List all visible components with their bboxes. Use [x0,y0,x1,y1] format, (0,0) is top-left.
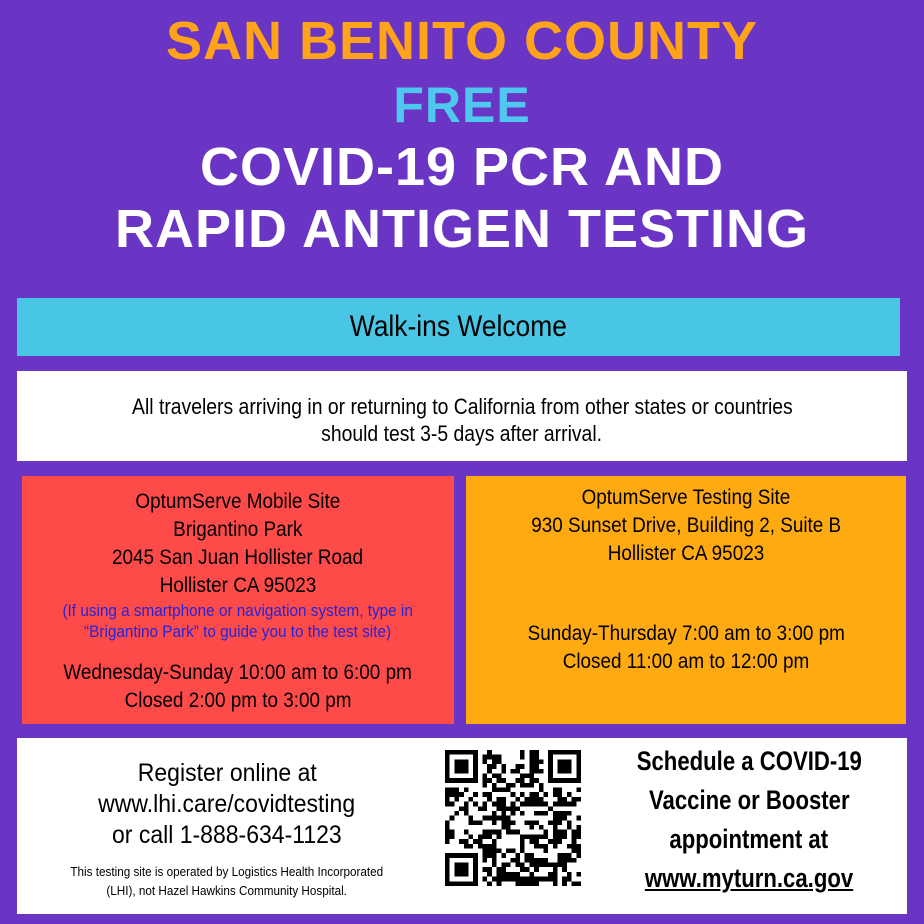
mobile-site-box [22,476,454,724]
travel-advisory [17,371,907,461]
operator-disclaimer [17,862,437,900]
free-label: FREE [393,77,531,133]
testing-site-name: OptumServe Testing Site [581,486,791,509]
walkins-text: Walk-ins Welcome [349,310,568,343]
mobile-site-closed: Closed 2:00 pm to 3:00 pm [124,689,352,712]
schedule-block [599,742,899,898]
testing-site-hours: Sunday-Thursday 7:00 am to 3:00 pm [527,622,845,645]
schedule-url[interactable]: www.myturn.ca.gov [644,863,854,893]
mobile-site-hours: Wednesday-Sunday 10:00 am to 6:00 pm [63,661,413,684]
register-phone[interactable]: or call 1-888-634-1123 [112,821,342,849]
testing-site-city: Hollister CA 95023 [607,542,765,565]
schedule-line-2: Vaccine or Booster [648,785,850,815]
travel-line-1: All travelers arriving in or returning to California from other states or countries [131,394,793,419]
walkins-banner [17,298,900,356]
schedule-line-1: Schedule a COVID-19 [636,746,862,776]
mobile-site-note-1: (If using a smartphone or navigation system, type in [62,601,414,620]
disclaimer-line-2: (LHI), not Hazel Hawkins Community Hospital. [106,883,348,898]
travel-line-2: should test 3-5 days after arrival. [321,421,603,446]
county-title: SAN BENITO COUNTY [165,11,759,71]
testing-site-address: 930 Sunset Drive, Building 2, Suite B [531,514,841,537]
testing-site-closed: Closed 11:00 am to 12:00 pm [562,650,810,673]
mobile-site-address: 2045 San Juan Hollister Road [112,546,364,569]
schedule-line-3: appointment at [669,824,829,854]
mobile-site-name: OptumServe Mobile Site [135,490,341,513]
mobile-site-note-2: “Brigantino Park” to guide you to the test site) [84,622,392,641]
disclaimer-line-1: This testing site is operated by Logistics Health Incorporated [70,864,384,879]
register-label: Register online at [137,759,317,787]
testing-site-box [466,476,906,724]
mobile-site-city: Hollister CA 95023 [159,574,317,597]
bottom-panel [17,738,907,914]
qr-code-icon[interactable] [445,750,581,886]
register-url[interactable]: www.lhi.care/covidtesting [98,790,356,818]
headline-line-2: RAPID ANTIGEN TESTING [114,199,810,259]
headline-line-1: COVID-19 PCR AND [199,137,725,197]
register-block [17,758,437,851]
mobile-site-park: Brigantino Park [173,518,303,541]
